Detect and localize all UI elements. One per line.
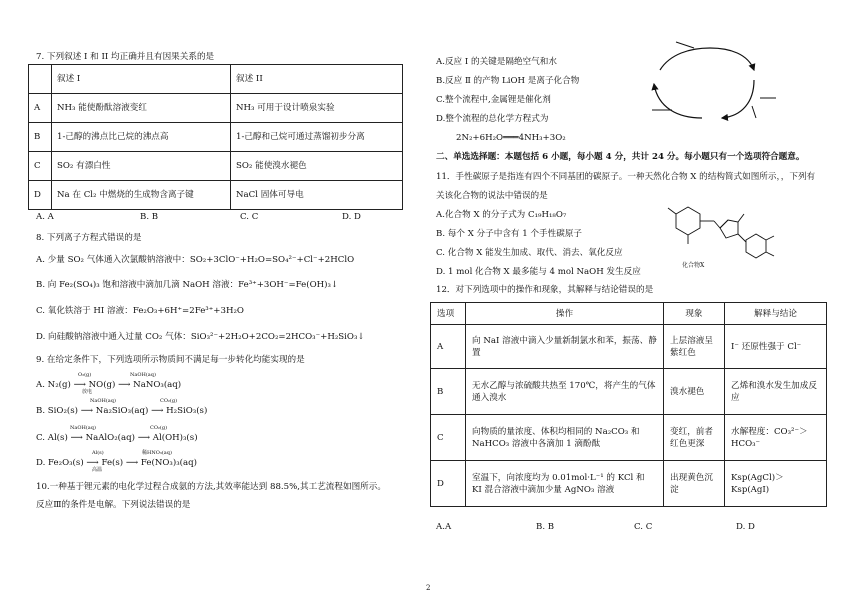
section-2-heading: 二、单选选择题：本题包括 6 小题，每小题 4 分，共计 24 分。每小题只有一个选项符合题意。 xyxy=(436,152,805,162)
q12-choice-a: A.A xyxy=(436,522,452,532)
table-cell: 向物质的量浓度、体积均相同的 Na₂CO₃ 和 NaHCO₃ 溶液中各滴加 1 滴酚酞 xyxy=(466,415,664,461)
table-cell: 水解程度：CO₃²⁻＞HCO₃⁻ xyxy=(725,415,827,461)
table-cell: 无水乙醇与浓硫酸共热至 170℃，将产生的气体通入溴水 xyxy=(466,369,664,415)
q9-a-cond1b: 放电 xyxy=(82,389,93,395)
q7-choice-c: C. C xyxy=(240,212,259,222)
table-cell: Na 在 Cl₂ 中燃烧的生成物含离子键 xyxy=(52,181,231,210)
table-row xyxy=(431,461,827,507)
table-row xyxy=(29,65,403,94)
table-row xyxy=(431,415,827,461)
table-cell: 乙烯和溴水发生加成反应 xyxy=(725,369,827,415)
table-cell: D xyxy=(29,181,52,210)
table-cell: C xyxy=(29,152,52,181)
q11-option-c: C. 化合物 X 能发生加成、取代、消去、氧化反应 xyxy=(436,248,623,258)
q8-option-d: D. 向硅酸钠溶液中通入过量 CO₂ 气体：SiO₃²⁻+2H₂O+2CO₂=2HCO₃⁻+H₂SiO₃↓ xyxy=(36,332,365,342)
table-cell: Ksp(AgCl)＞Ksp(AgI) xyxy=(725,461,827,507)
table-cell: I⁻ 还原性强于 Cl⁻ xyxy=(725,325,827,369)
table-row xyxy=(431,369,827,415)
q10-option-b: B.反应 Ⅱ 的产物 LiOH 是离子化合物 xyxy=(436,76,580,86)
q11-option-d: D. 1 mol 化合物 X 最多能与 4 mol NaOH 发生反应 xyxy=(436,267,641,277)
q9-option-d: D. Fe₂O₃(s) ⟶ Fe(s) ⟶ Fe(NO₃)₃(aq) xyxy=(36,458,198,468)
q8-option-c: C. 氧化铁溶于 HI 溶液：Fe₂O₃+6H⁺=2Fe³⁺+3H₂O xyxy=(36,306,244,316)
q8-option-b: B. 向 Fe₂(SO₄)₃ 饱和溶液中滴加几滴 NaOH 溶液：Fe³⁺+3OH⁻=Fe(OH)₃↓ xyxy=(36,280,339,290)
table-row xyxy=(29,123,403,152)
q7-choice-d: D. D xyxy=(342,212,361,222)
q12-choice-b: B. B xyxy=(536,522,555,532)
table-cell: 叙述 II xyxy=(231,65,403,94)
table-cell: 1-己醇的沸点比己烷的沸点高 xyxy=(52,123,231,152)
q12-table xyxy=(430,302,827,507)
q9-a-cond2: NaOH(aq) xyxy=(130,372,156,378)
q12-choice-c: C. C xyxy=(634,522,653,532)
q9-a-cond1: O₂(g) xyxy=(78,372,92,378)
lithium-cycle-diagram xyxy=(630,40,790,130)
q9-option-b: B. SiO₂(s) ⟶ Na₂SiO₃(aq) ⟶ H₂SiO₃(s) xyxy=(36,406,208,416)
q7-choice-b: B. B xyxy=(140,212,159,222)
table-cell: B xyxy=(29,123,52,152)
q9-title: 9. 在给定条件下，下列选项所示物质间不满足每一步转化均能实现的是 xyxy=(36,355,305,365)
q8-option-a: A. 少量 SO₂ 气体通入次氯酸钠溶液中：SO₂+3ClO⁻+H₂O=SO₄²⁻+Cl⁻+2HClO xyxy=(36,255,355,265)
q9-d-cond1b: 高温 xyxy=(92,467,103,473)
table-cell: A xyxy=(431,325,466,369)
table-row xyxy=(431,303,827,325)
table-cell: 现象 xyxy=(664,303,725,325)
q10-option-d: D.整个流程的总化学方程式为 xyxy=(436,114,549,124)
table-cell: 出现黄色沉淀 xyxy=(664,461,725,507)
q10-text-line1: 10.一种基于锂元素的电化学过程合成氨的方法,其效率能达到 88.5%,其工艺流程如图所示。 xyxy=(36,482,386,492)
q9-c-cond2: CO₂(g) xyxy=(150,425,168,431)
q9-c-cond1: NaOH(aq) xyxy=(70,425,96,431)
compound-x-structure xyxy=(656,192,786,264)
table-cell xyxy=(29,65,52,94)
table-cell: 叙述 I xyxy=(52,65,231,94)
q9-option-a: A. N₂(g) ⟶ NO(g) ⟶ NaNO₃(aq) xyxy=(36,380,182,390)
q11-option-a: A.化合物 X 的分子式为 C₁₉H₁₈O₇ xyxy=(436,210,567,220)
table-row xyxy=(29,152,403,181)
q11-text-line2: 关该化合物的说法中错误的是 xyxy=(436,191,548,201)
table-row xyxy=(431,325,827,369)
q8-title: 8. 下列离子方程式错误的是 xyxy=(36,233,142,243)
table-cell: C xyxy=(431,415,466,461)
q10-text-line2: 反应Ⅲ的条件是电解。下列说法错误的是 xyxy=(36,500,191,510)
compound-x-caption: 化合物X xyxy=(682,262,705,269)
q12-title: 12．对下列选项中的操作和现象，其解释与结论错误的是 xyxy=(436,285,654,295)
page-number: 2 xyxy=(426,584,431,592)
table-cell: 选项 xyxy=(431,303,466,325)
q7-choice-a: A. A xyxy=(36,212,54,222)
table-cell: 解释与结论 xyxy=(725,303,827,325)
table-cell: 操作 xyxy=(466,303,664,325)
table-cell: 室温下，向浓度均为 0.01mol·L⁻¹ 的 KCl 和 KI 混合溶液中滴加少量 AgNO₃ 溶液 xyxy=(466,461,664,507)
table-cell: 溴水褪色 xyxy=(664,369,725,415)
table-cell: A xyxy=(29,94,52,123)
q12-choice-d: D. D xyxy=(736,522,755,532)
table-row xyxy=(29,181,403,210)
table-cell: 1-己醇和己烷可通过蒸馏初步分离 xyxy=(231,123,403,152)
table-cell: 变红，前者红色更深 xyxy=(664,415,725,461)
q10-option-a: A.反应 Ⅰ 的关键是隔绝空气和水 xyxy=(436,57,557,67)
q11-text-line1: 11．手性碳原子是指连有四个不同基团的碳原子。一种天然化合物 X 的结构简式如图所示，，下列有 xyxy=(436,172,816,182)
q9-b-cond2: CO₂(g) xyxy=(160,398,178,404)
table-cell: D xyxy=(431,461,466,507)
table-cell: NH₃ 能使酚酞溶液变红 xyxy=(52,94,231,123)
q9-option-c: C. Al(s) ⟶ NaAlO₂(aq) ⟶ Al(OH)₃(s) xyxy=(36,433,198,443)
q9-d-cond1: Al(s) xyxy=(92,450,104,456)
table-cell: NH₃ 可用于设计喷泉实验 xyxy=(231,94,403,123)
q10-option-c: C.整个流程中,金属锂是催化剂 xyxy=(436,95,551,105)
q7-title: 7. 下列叙述 I 和 II 均正确并且有因果关系的是 xyxy=(36,52,215,62)
q9-d-cond2: 稀HNO₃(aq) xyxy=(142,450,172,456)
table-cell: 向 NaI 溶液中滴入少量新制氯水和苯，振荡、静置 xyxy=(466,325,664,369)
table-cell: SO₂ 有漂白性 xyxy=(52,152,231,181)
q11-option-b: B. 每个 X 分子中含有 1 个手性碳原子 xyxy=(436,229,583,239)
table-cell: 上层溶液呈紫红色 xyxy=(664,325,725,369)
q10-option-d-equation: 2N₂+6H₂O═══4NH₃+3O₂ xyxy=(456,133,566,143)
q9-b-cond1: NaOH(aq) xyxy=(90,398,116,404)
q7-table xyxy=(28,64,403,210)
table-cell: B xyxy=(431,369,466,415)
table-cell: NaCl 固体可导电 xyxy=(231,181,403,210)
table-row xyxy=(29,94,403,123)
table-cell: SO₂ 能使溴水褪色 xyxy=(231,152,403,181)
